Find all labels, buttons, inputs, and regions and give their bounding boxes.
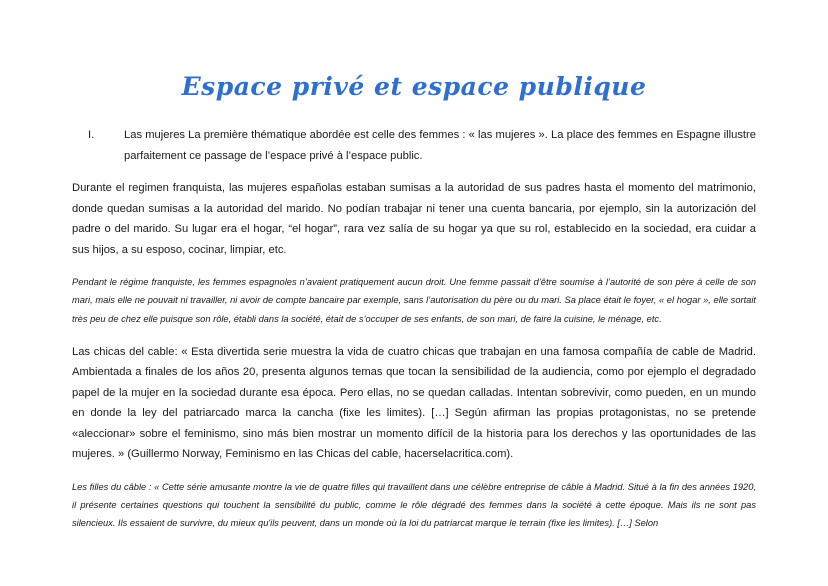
paragraph-french-quote: Les filles du câble : « Cette série amusante montre la vie de quatre filles qui travaillent dans une célèbre entreprise de câble à Madrid. Situé à la fin des années 1920, il présente certaines questions qui touchent la sensibilité du public, comme le rôle dégradé des femmes dans la société à cette époque. Mais ils ne sont pas silencieux. Ils essaient de survivre, du mieux qu'ils peuvent, dans un monde où la loi du patriarcat marque le terrain (fixe les limites). […] Selon bbox=[72, 481, 756, 529]
paragraph-french-regime: Pendant le régime franquiste, les femmes espagnoles n’avaient pratiquement aucun droit. Une femme passait d’être soumise à l’autorité de son père à celle de son mari, mais elle ne pouvait ni travailler, ni avoir de compte bancaire par exemple, sans l’autorisation du père ou du mari. Sa place était le foyer, « el hogar », elle sortait très peu de chez elle puisque son rôle, établi dans la société, était de s’occuper de ses enfants, de son mari, de faire la cuisine, le ménage, etc. bbox=[72, 277, 756, 324]
section-number: I. bbox=[88, 129, 95, 141]
section-intro-text: Las mujeres La première thématique abordée est celle des femmes : « las mujeres ». La place des femmes en Espagne illustre parfaitement ce passage de l’espace privé à l’espace public. bbox=[124, 129, 756, 162]
page-title: Espace privé et espace publique bbox=[181, 72, 647, 101]
paragraph-spanish-regime: Durante el regimen franquista, las mujeres españolas estaban sumisas a la autoridad de sus padres hasta el momento del matrimonio, donde quedan sumisas a la autoridad del marido. No podían trabajar ni tener una cuenta bancaria, por ejemplo, sin la autorización del padre o del marido. Su lugar era el hogar, “el hogar”, rara vez salía de su hogar ya que su rol, establecido en la sociedad, era cuidar a sus hijos, a su esposo, cocinar, limpiar, etc. bbox=[72, 182, 756, 256]
section-heading bbox=[72, 125, 756, 166]
paragraph-spanish-quote: Las chicas del cable: « Esta divertida serie muestra la vida de cuatro chicas que trabajan en una famosa compañía de cable de Madrid. Ambientada a finales de los años 20, presenta algunos temas que tocan la sensibilidad de la audiencia, como por ejemplo el degradado papel de la mujer en la sociedad durante esa época. Pero ellas, no se quedan calladas. Intentan sobrevivir, como pueden, en un mundo en donde la ley del patriarcado marca la cancha (fixe les limites). […] Según afirman las propias protagonistas, no se pretende «aleccionar» sobre el feminismo, sino más bien mostrar un momento difícil de la historia para los derechos y las oportunidades de las mujeres. » (Guillermo Norway, Feminismo en las Chicas del cable, hacerselacritica.com). bbox=[72, 345, 756, 461]
